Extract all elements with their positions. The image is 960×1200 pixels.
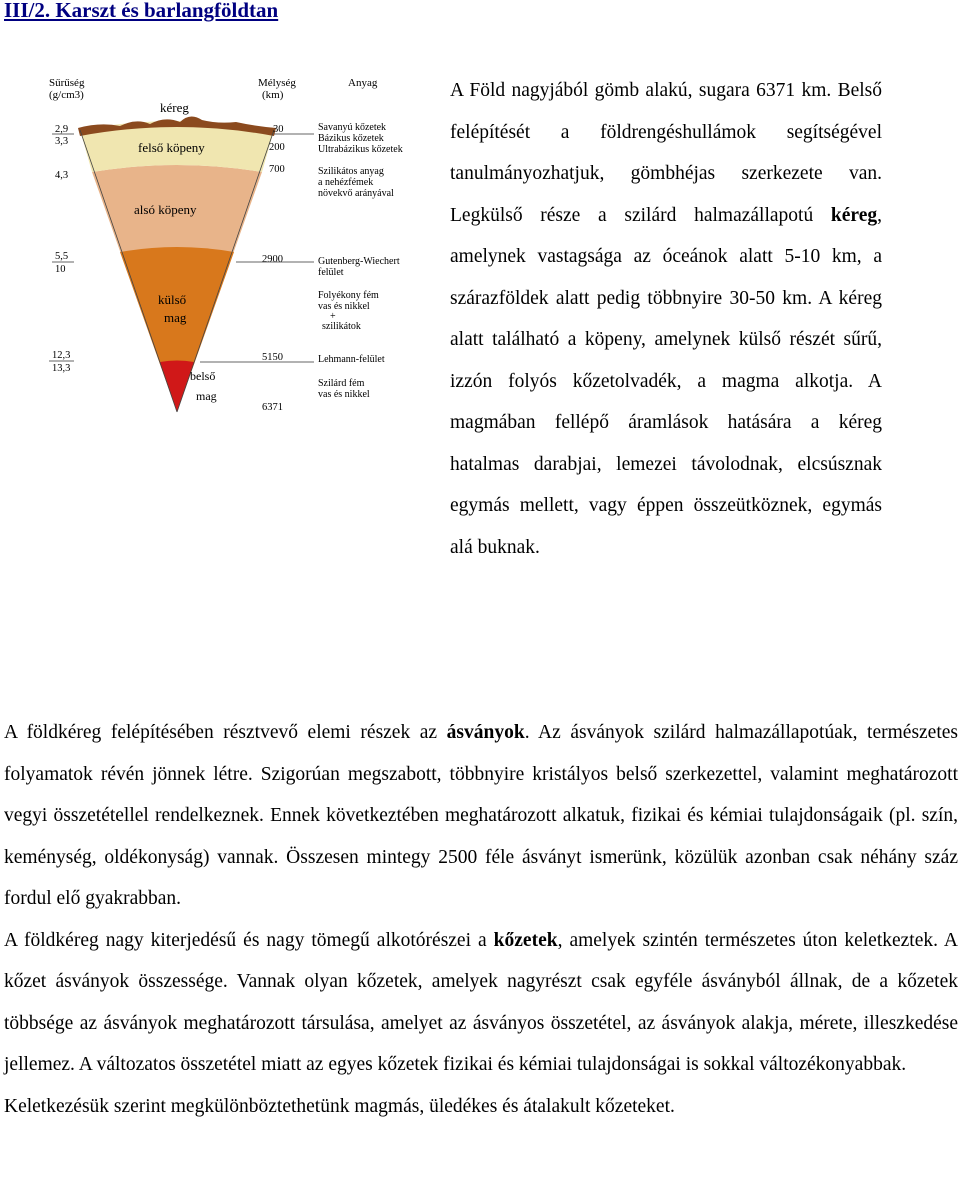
density-value: 2,9 (55, 124, 69, 135)
depth-value: 5150 (262, 352, 283, 363)
inner-core-layer (160, 361, 194, 413)
paragraph-text: A földkéreg felépítésében résztvevő elemi részek az (4, 722, 447, 743)
depth-value: 700 (269, 164, 285, 175)
material-column (318, 122, 403, 400)
density-value: 12,3 (52, 350, 71, 361)
density-value: 13,3 (52, 363, 71, 374)
material-text: felület (318, 267, 344, 278)
depth-value: 200 (269, 142, 285, 153)
paragraph-text: Keletkezésük szerint megkülönböztethetünk magmás, üledékes és átalakult kőzeteket. (4, 1095, 675, 1117)
depth-unit: (km) (262, 89, 284, 101)
inner-core-label-1: belső (190, 369, 216, 383)
lower-mantle-label: alsó köpeny (134, 202, 197, 217)
bold-term: kőzetek (493, 929, 558, 951)
material-text: Bázikus kőzetek (318, 133, 384, 144)
crust-label: kéreg (160, 100, 189, 115)
depth-value: 30 (273, 124, 284, 135)
material-text: Savanyú kőzetek (318, 122, 387, 133)
upper-mantle-label: felső köpeny (138, 140, 205, 155)
earth-structure-diagram (40, 72, 440, 422)
material-header: Anyag (348, 77, 378, 89)
material-text: növekvő arányával (318, 188, 394, 199)
paragraph-text: . Az ásványok szilárd halmazállapotúak, természetes folyamatok révén jönnek létre. Szigorúan megszabott, többnyire kristályos belső szerkezettel, valamint meghatározott vegyi összetétellel rendelkeznek. Ennek következtében meghatározott alkatuk, fizikai és kémiai tulajdonságaik (pl. szín, keménység, oldékonyság) vannak. Összesen mintegy 2500 féle ásványt ismerünk, közülük azonban csak néhány száz fordul elő gyakrabban. (4, 722, 958, 909)
material-text: vas és nikkel (318, 301, 370, 312)
material-text: Folyékony fém (318, 290, 379, 301)
outer-core-label-1: külső (158, 292, 187, 307)
density-value: 5,5 (55, 251, 69, 262)
paragraph-text: , amelyek szintén természetes úton keletkeztek. A kőzet ásványok összessége. Vannak olyan kőzetek, amelyek nagyrészt csak egyféle ásványból állnak, de a kőzetek többsége az ásványok meghatározott társulása, amelyet az ásványos összetétel, az ásványok alakja, mérete, illeszkedése jellemez. A változatos összetétel miatt az egyes kőzetek fizikai és kémiai tulajdonságai is sokkal változékonyabbak. (4, 929, 959, 1075)
earth-structure-figure (40, 72, 440, 422)
bold-term: ásványok (446, 722, 525, 743)
material-text: a nehézfémek (318, 177, 374, 188)
paragraph-text: A Föld nagyjából gömb alakú, sugara 6371 km. Belső felépítését a földrengéshullámok segítségével tanulmányozhatjuk, gömbhéjas szerkezete van. Legkülső része a szilárd halmazállapotú (450, 80, 882, 226)
density-value: 3,3 (55, 136, 69, 147)
density-value: 4,3 (55, 170, 69, 181)
material-text: szilikátok (322, 321, 361, 332)
body-paragraph (4, 1086, 958, 1128)
bold-term: kéreg (830, 204, 878, 226)
outer-core-label-2: mag (164, 310, 187, 325)
section-heading: III/2. Karszt és barlangföldtan (4, 0, 279, 22)
depth-header: Mélység (258, 77, 296, 89)
material-text: Ultrabázikus kőzetek (318, 144, 403, 155)
material-text: Szilárd fém (318, 378, 365, 389)
body-paragraph (4, 712, 958, 920)
intro-paragraph (450, 70, 882, 568)
body-text (4, 712, 958, 1127)
material-text: Gutenberg-Wiechert (318, 256, 400, 267)
density-unit: (g/cm3) (49, 89, 84, 101)
material-text: + (330, 311, 336, 322)
material-text: Szilikátos anyag (318, 166, 384, 177)
depth-value: 2900 (262, 254, 283, 265)
paragraph-text: A földkéreg nagy kiterjedésű és nagy tömegű alkotórészei a (4, 929, 494, 951)
density-value: 10 (55, 264, 66, 275)
body-paragraph (4, 920, 958, 1086)
material-text: vas és nikkel (318, 389, 370, 400)
paragraph-text: , amelynek vastagsága az óceánok alatt 5-10 km, a szárazföldek alatt pedig többnyire 30-50 km. A kéreg alatt található a köpeny, amelynek külső részét sűrű, izzón folyós kőzetolvadék, a magma alkotja. A magmában fellépő áramlások hatására a kéreg hatalmas darabjai, lemezei távolodnak, elcsúsznak egymás mellett, vagy éppen összeütköznek, egymás alá buknak. (450, 204, 882, 558)
density-header: Sűrűség (49, 77, 85, 89)
density-column (49, 124, 74, 374)
material-text: Lehmann-felület (318, 354, 385, 365)
inner-core-label-2: mag (196, 389, 217, 403)
depth-value: 6371 (262, 402, 283, 413)
